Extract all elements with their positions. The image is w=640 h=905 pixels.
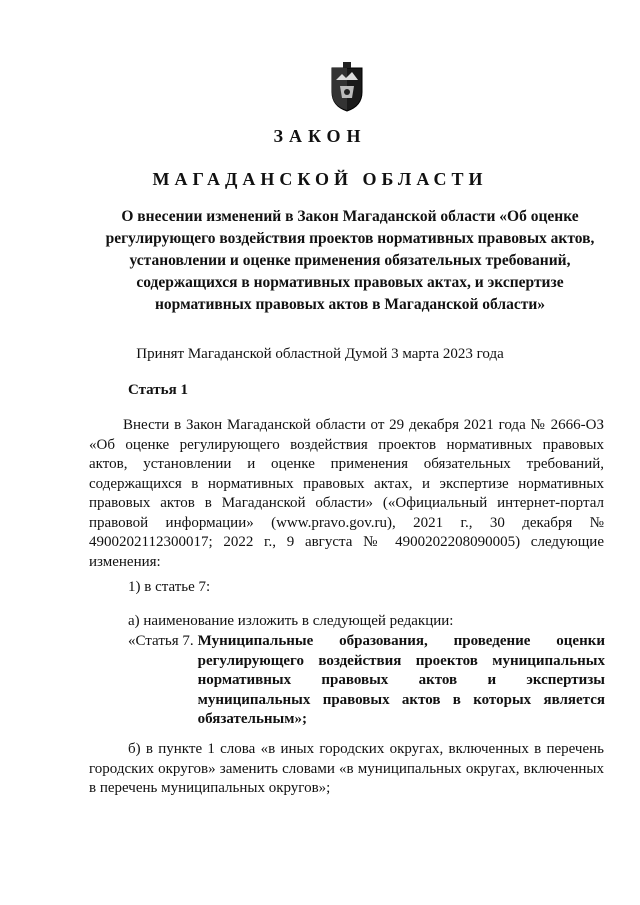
region-name: МАГАДАНСКОЙ ОБЛАСТИ: [152, 169, 488, 189]
article-7-new-title: [128, 632, 605, 730]
article-7-label: «Статья 7.: [128, 633, 194, 649]
article-heading: Статья 1: [128, 382, 188, 398]
document-type: ЗАКОН: [273, 126, 367, 146]
coat-of-arms-icon: [328, 62, 366, 112]
article-intro-paragraph: Внести в Закон Магаданской области от 29 декабря 2021 года № 2666-ОЗ «Об оценке регулирующего воздействия проектов нормативных правовых актов, установлении и оценке применения обязательных требований, содержащихся в нормативных правовых актах, и экспертизе нормативных правовых актов в Магаданской области» («Официальный интернет-портал правовой информации» (www.pravo.gov.ru), 2021 г., 30 декабря № 4900202112300017; 2022 г., 9 августа № 4900202208090005) следующие изменения:: [89, 417, 604, 570]
item-1: 1) в статье 7:: [128, 579, 211, 595]
article-7-text: Муниципальные образования, проведение оценки регулирующего воздействия проектов муниципальных нормативных правовых актов и экспертизы муниципальных правовых актов в которых является обязательным»;: [197, 633, 605, 727]
item-a: а) наименование изложить в следующей редакции:: [128, 613, 454, 629]
law-title: О внесении изменений в Закон Магаданской области «Об оценке регулирующего воздействия проектов нормативных правовых актов, установлении и оценке применения обязательных требований, содержащихся в нормативных правовых актах, и экспертизе нормативных правовых актов в Магаданской области»: [105, 208, 595, 313]
adoption-line: Принят Магаданской областной Думой 3 марта 2023 года: [136, 346, 504, 362]
item-b: б) в пункте 1 слова «в иных городских округах, включенных в перечень городских округов» заменить словами «в муниципальных округах, включенных в перечень муниципальных округов»;: [89, 741, 604, 796]
